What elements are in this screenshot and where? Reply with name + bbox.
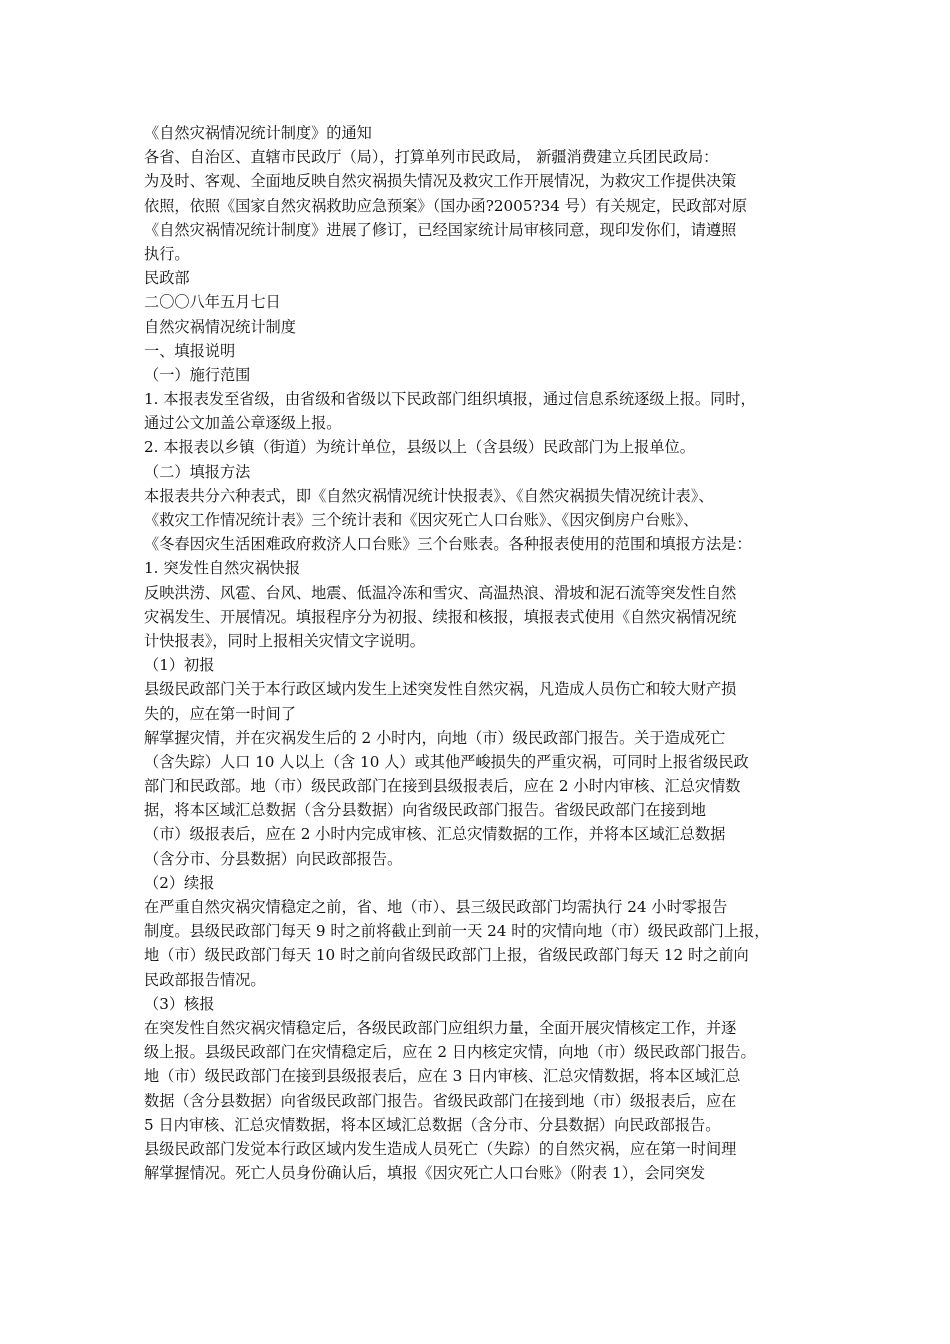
text-line: 部门和民政部。地（市）级民政部门在接到县级报表后，应在 2 小时内审核、汇总灾情数 <box>144 777 741 796</box>
text-line: 本报表共分六种表式，即《自然灾祸情况统计快报表》、《自然灾祸损失情况统计表》、 <box>144 486 714 505</box>
subsection-heading: （二）填报方法 <box>144 462 251 481</box>
item-heading: （1）初报 <box>144 656 215 675</box>
text-line: 《自然灾祸情况统计制度》进展了修订，已经国家统计局审核同意，现印发你们，请遵照 <box>144 220 737 239</box>
text-line: 为及时、客观、全面地反映自然灾祸损失情况及救灾工作开展情况，为救灾工作提供决策 <box>144 172 737 191</box>
text-line: （含失踪）人口 10 人以上（含 10 人）或其他严峻损失的严重灾祸，可同时上报省级民政 <box>144 752 749 771</box>
item-heading: （2）续报 <box>144 873 215 892</box>
text-line: 地（市）级民政部门在接到县级报表后，应在 3 日内审核、汇总灾情数据，将本区域汇总 <box>144 1067 741 1086</box>
text-line: 民政部报告情况。 <box>144 970 266 989</box>
text-line: （市）级报表后，应在 2 小时内完成审核、汇总灾情数据的工作，并将本区域汇总数据 <box>144 825 726 844</box>
text-line: 解掌握情况。死亡人员身份确认后，填报《因灾死亡人口台账》（附表 1），会同突发 <box>144 1164 706 1183</box>
text-line: 依照，依照《国家自然灾祸救助应急预案》（国办函?2005?34 号）有关规定，民政部对原 <box>144 196 748 215</box>
document-body <box>144 121 814 1185</box>
text-line: 5 日内审核、汇总灾情数据，将本区域汇总数据（含分市、分县数据）向民政部报告。 <box>144 1115 721 1134</box>
text-line: 制度。县级民政部门每天 9 时之前将截止到前一天 24 时的灾情向地（市）级民政部门上报， <box>144 922 770 941</box>
notice-title: 《自然灾祸情况统计制度》的通知 <box>144 124 372 142</box>
document-title: 自然灾祸情况统计制度 <box>144 317 296 336</box>
text-line: 级上报。县级民政部门在灾情稳定后，应在 2 日内核定灾情，向地（市）级民政部门报告。 <box>144 1043 756 1062</box>
issuer-line: 民政部 <box>144 269 190 288</box>
text-line: 在突发性自然灾祸灾情稳定后，各级民政部门应组织力量，全面开展灾情核定工作，并逐 <box>144 1018 737 1037</box>
text-line: 灾祸发生、开展情况。填报程序分为初报、续报和核报，填报表式使用《自然灾祸情况统 <box>144 607 737 626</box>
text-line: 在严重自然灾祸灾情稳定之前，省、地（市）、县三级民政部门均需执行 24 小时零报告 <box>144 898 728 916</box>
text-line: 解掌握灾情，并在灾祸发生后的 2 小时内，向地（市）级民政部门报告。关于造成死亡 <box>144 728 726 747</box>
text-line: 失的，应在第一时间了 <box>144 704 296 723</box>
text-line: 县级民政部门发觉本行政区域内发生造成人员死亡（失踪）的自然灾祸，应在第一时间理 <box>144 1139 737 1158</box>
text-line: 执行。 <box>144 244 190 263</box>
subsection-heading: （一）施行范围 <box>144 365 251 384</box>
text-line: 《救灾工作情况统计表》三个统计表和《因灾死亡人口台账》、《因灾倒房户台账》、 <box>144 511 699 529</box>
item-heading: 1. 突发性自然灾祸快报 <box>144 559 301 578</box>
text-line: 2. 本报表以乡镇（街道）为统计单位，县级以上（含县级）民政部门为上报单位。 <box>144 438 695 457</box>
text-line: 《冬春因灾生活困难政府救济人口台账》三个台账表。各种报表使用的范围和填报方法是： <box>144 535 752 554</box>
text-line: 县级民政部门关于本行政区域内发生上述突发性自然灾祸，凡造成人员伤亡和较大财产损 <box>144 680 737 699</box>
addressee-line: 各省、自治区、直辖市民政厅（局），打算单列市民政局， 新疆消费建立兵团民政局： <box>144 148 719 167</box>
text-line: 数据（含分县数据）向省级民政部门报告。省级民政部门在接到地（市）级报表后，应在 <box>144 1091 737 1110</box>
date-line: 二〇〇八年五月七日 <box>144 293 281 312</box>
item-heading: （3）核报 <box>144 994 215 1013</box>
text-line: 计快报表》，同时上报相关灾情文字说明。 <box>144 631 425 650</box>
text-line: 据，将本区域汇总数据（含分县数据）向省级民政部门报告。省级民政部门在接到地 <box>144 801 706 820</box>
text-line: 反映洪涝、风雹、台风、地震、低温冷冻和雪灾、高温热浪、滑坡和泥石流等突发性自然 <box>144 583 737 602</box>
text-line: 通过公文加盖公章逐级上报。 <box>144 414 342 433</box>
section-heading: 一、填报说明 <box>144 341 236 360</box>
text-line: 1. 本报表发至省级，由省级和省级以下民政部门组织填报，通过信息系统逐级上报。同时， <box>144 390 756 409</box>
text-line: （含分市、分县数据）向民政部报告。 <box>144 849 403 868</box>
text-line: 地（市）级民政部门每天 10 时之前向省级民政部门上报，省级民政部门每天 12 时之前向 <box>144 946 749 965</box>
